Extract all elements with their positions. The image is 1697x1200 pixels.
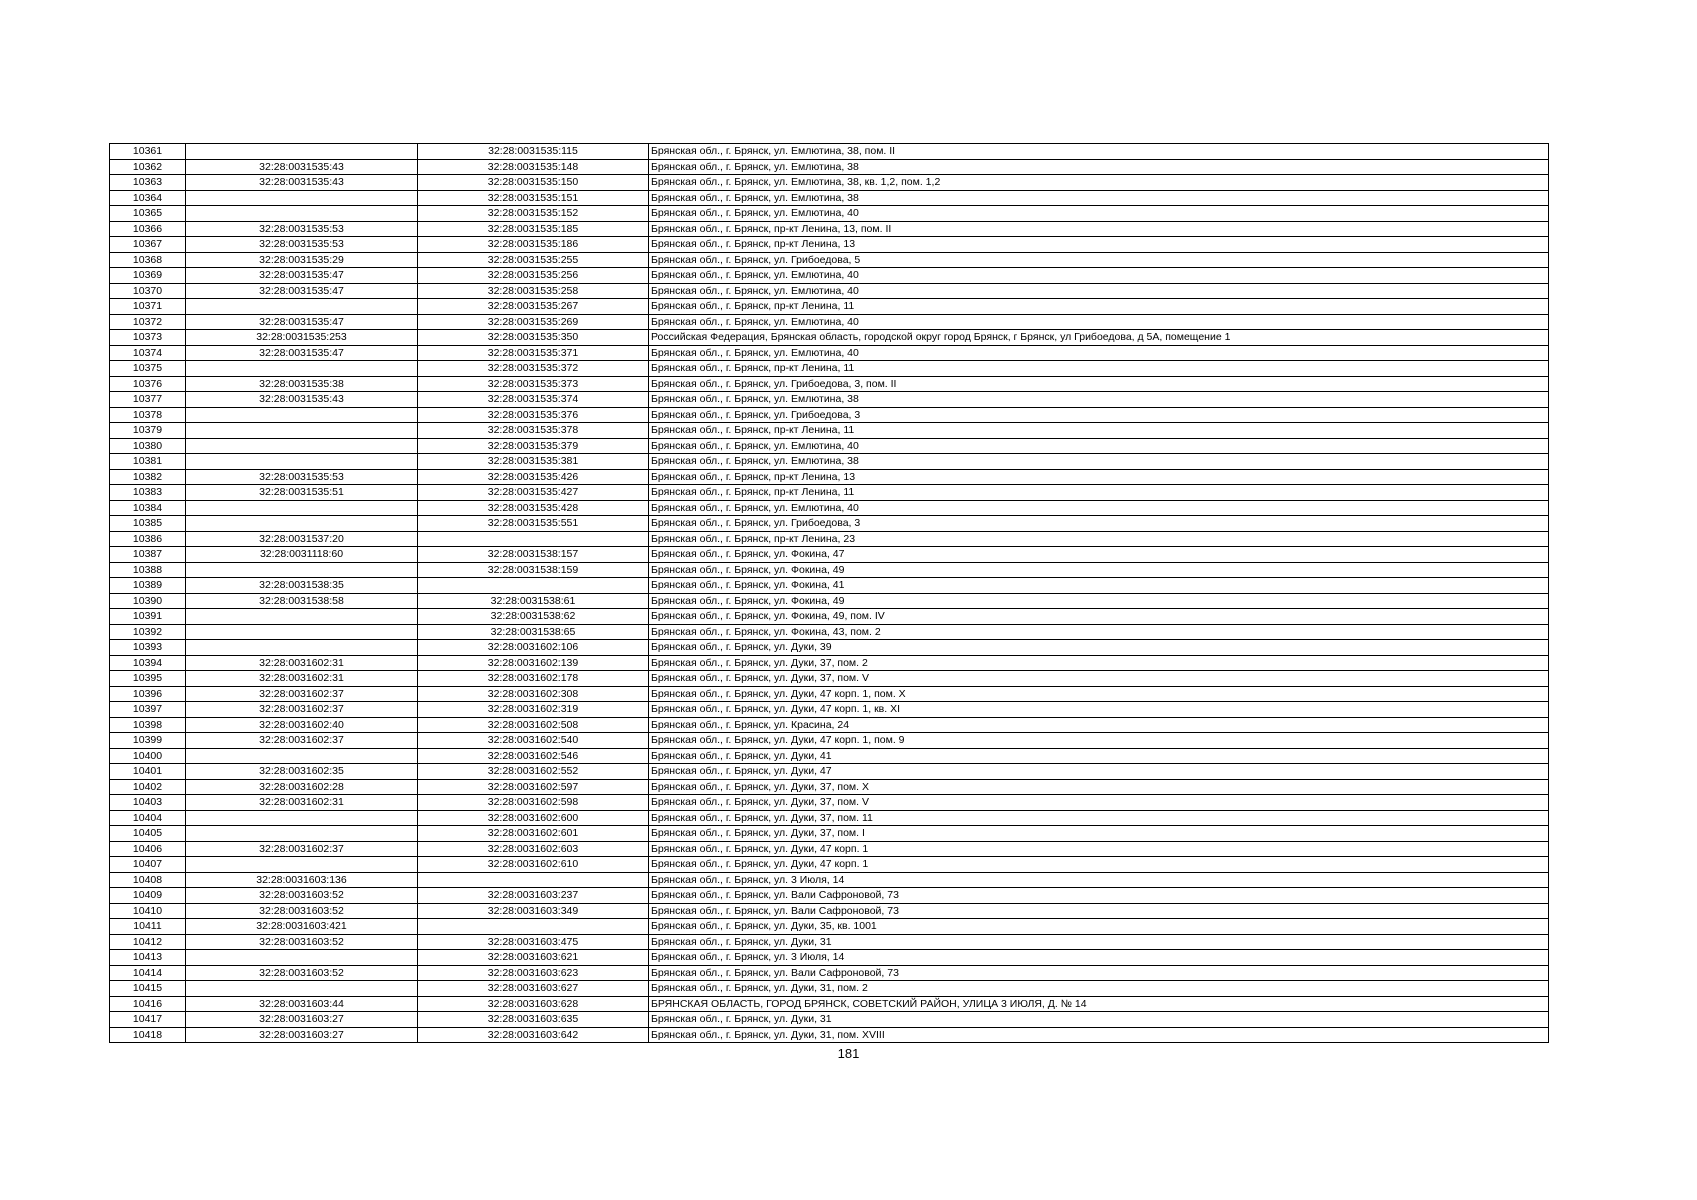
cadastral-number-cell: [418, 872, 649, 888]
address-cell: Брянская обл., г. Брянск, ул. Емлютина, 40: [649, 314, 1549, 330]
address-cell: Брянская обл., г. Брянск, ул. Дуки, 31, пом. XVIII: [649, 1027, 1549, 1043]
cadastral-number-cell: 32:28:0031602:610: [418, 857, 649, 873]
row-number-cell: 10367: [110, 237, 186, 253]
table-row: [110, 934, 1549, 950]
row-number-cell: 10363: [110, 175, 186, 191]
row-number-cell: 10417: [110, 1012, 186, 1028]
table-row: [110, 531, 1549, 547]
table-row: [110, 950, 1549, 966]
table-row: [110, 454, 1549, 470]
table-row: [110, 702, 1549, 718]
table-row: [110, 206, 1549, 222]
parent-cadastral-number-cell: 32:28:0031535:43: [186, 392, 418, 408]
table-row: [110, 190, 1549, 206]
table-row: [110, 438, 1549, 454]
row-number-cell: 10361: [110, 144, 186, 160]
cadastral-number-cell: 32:28:0031602:139: [418, 655, 649, 671]
address-cell: Российская Федерация, Брянская область, городской округ город Брянск, г Брянск, ул Грибоедова, д 5А, помещение 1: [649, 330, 1549, 346]
address-cell: Брянская обл., г. Брянск, ул. Емлютина, 40: [649, 206, 1549, 222]
row-number-cell: 10401: [110, 764, 186, 780]
parent-cadastral-number-cell: [186, 144, 418, 160]
row-number-cell: 10371: [110, 299, 186, 315]
row-number-cell: 10370: [110, 283, 186, 299]
table-row: [110, 516, 1549, 532]
table-row: [110, 919, 1549, 935]
address-cell: БРЯНСКАЯ ОБЛАСТЬ, ГОРОД БРЯНСК, СОВЕТСКИЙ РАЙОН, УЛИЦА 3 ИЮЛЯ, Д. № 14: [649, 996, 1549, 1012]
address-cell: Брянская обл., г. Брянск, ул. Дуки, 31: [649, 934, 1549, 950]
row-number-cell: 10413: [110, 950, 186, 966]
row-number-cell: 10384: [110, 500, 186, 516]
table-row: [110, 221, 1549, 237]
row-number-cell: 10382: [110, 469, 186, 485]
address-cell: Брянская обл., г. Брянск, ул. Емлютина, 38: [649, 159, 1549, 175]
cadastral-number-cell: 32:28:0031603:349: [418, 903, 649, 919]
row-number-cell: 10408: [110, 872, 186, 888]
row-number-cell: 10410: [110, 903, 186, 919]
row-number-cell: 10379: [110, 423, 186, 439]
parent-cadastral-number-cell: [186, 299, 418, 315]
cadastral-number-cell: 32:28:0031602:552: [418, 764, 649, 780]
address-cell: Брянская обл., г. Брянск, ул. Дуки, 35, кв. 1001: [649, 919, 1549, 935]
address-cell: Брянская обл., г. Брянск, ул. Емлютина, 38: [649, 190, 1549, 206]
address-cell: Брянская обл., г. Брянск, ул. Дуки, 47 корп. 1: [649, 841, 1549, 857]
cadastral-number-cell: 32:28:0031538:159: [418, 562, 649, 578]
address-cell: Брянская обл., г. Брянск, ул. Дуки, 37, пом. I: [649, 826, 1549, 842]
cadastral-number-cell: 32:28:0031602:546: [418, 748, 649, 764]
address-cell: Брянская обл., г. Брянск, ул. Вали Сафроновой, 73: [649, 888, 1549, 904]
parent-cadastral-number-cell: 32:28:0031535:53: [186, 237, 418, 253]
address-cell: Брянская обл., г. Брянск, ул. Дуки, 37, пом. V: [649, 671, 1549, 687]
parent-cadastral-number-cell: [186, 500, 418, 516]
address-cell: Брянская обл., г. Брянск, ул. Емлютина, 38: [649, 454, 1549, 470]
table-row: [110, 795, 1549, 811]
parent-cadastral-number-cell: 32:28:0031602:37: [186, 686, 418, 702]
table-row: [110, 733, 1549, 749]
parent-cadastral-number-cell: [186, 562, 418, 578]
address-cell: Брянская обл., г. Брянск, ул. Дуки, 37, пом. V: [649, 795, 1549, 811]
table-row: [110, 965, 1549, 981]
row-number-cell: 10403: [110, 795, 186, 811]
cadastral-number-cell: 32:28:0031602:319: [418, 702, 649, 718]
address-cell: Брянская обл., г. Брянск, ул. Дуки, 37, пом. 11: [649, 810, 1549, 826]
table-row: [110, 144, 1549, 160]
row-number-cell: 10386: [110, 531, 186, 547]
row-number-cell: 10383: [110, 485, 186, 501]
row-number-cell: 10387: [110, 547, 186, 563]
parent-cadastral-number-cell: 32:28:0031535:47: [186, 345, 418, 361]
parent-cadastral-number-cell: 32:28:0031602:35: [186, 764, 418, 780]
parent-cadastral-number-cell: [186, 950, 418, 966]
address-cell: Брянская обл., г. Брянск, пр-кт Ленина, 13: [649, 469, 1549, 485]
parent-cadastral-number-cell: [186, 423, 418, 439]
row-number-cell: 10394: [110, 655, 186, 671]
row-number-cell: 10404: [110, 810, 186, 826]
parent-cadastral-number-cell: 32:28:0031603:421: [186, 919, 418, 935]
table-row: [110, 361, 1549, 377]
row-number-cell: 10369: [110, 268, 186, 284]
cadastral-number-cell: [418, 919, 649, 935]
table-row: [110, 826, 1549, 842]
parent-cadastral-number-cell: 32:28:0031535:38: [186, 376, 418, 392]
parent-cadastral-number-cell: 32:28:0031603:52: [186, 903, 418, 919]
table-row: [110, 159, 1549, 175]
cadastral-number-cell: 32:28:0031535:350: [418, 330, 649, 346]
address-cell: Брянская обл., г. Брянск, ул. Дуки, 37, пом. X: [649, 779, 1549, 795]
parent-cadastral-number-cell: 32:28:0031538:58: [186, 593, 418, 609]
table-row: [110, 996, 1549, 1012]
parent-cadastral-number-cell: 32:28:0031602:31: [186, 655, 418, 671]
parent-cadastral-number-cell: [186, 748, 418, 764]
row-number-cell: 10380: [110, 438, 186, 454]
table-row: [110, 841, 1549, 857]
address-cell: Брянская обл., г. Брянск, пр-кт Ленина, 11: [649, 299, 1549, 315]
parent-cadastral-number-cell: 32:28:0031602:37: [186, 841, 418, 857]
address-cell: Брянская обл., г. Брянск, ул. Дуки, 31, пом. 2: [649, 981, 1549, 997]
cadastral-number-cell: 32:28:0031603:623: [418, 965, 649, 981]
parent-cadastral-number-cell: 32:28:0031537:20: [186, 531, 418, 547]
address-cell: Брянская обл., г. Брянск, ул. Грибоедова, 3, пом. II: [649, 376, 1549, 392]
cadastral-number-cell: 32:28:0031535:428: [418, 500, 649, 516]
cadastral-number-cell: 32:28:0031602:603: [418, 841, 649, 857]
table-row: [110, 903, 1549, 919]
row-number-cell: 10392: [110, 624, 186, 640]
parent-cadastral-number-cell: 32:28:0031602:37: [186, 702, 418, 718]
parent-cadastral-number-cell: [186, 609, 418, 625]
cadastral-number-cell: 32:28:0031535:255: [418, 252, 649, 268]
parent-cadastral-number-cell: 32:28:0031118:60: [186, 547, 418, 563]
address-cell: Брянская обл., г. Брянск, ул. Фокина, 43, пом. 2: [649, 624, 1549, 640]
table-row: [110, 764, 1549, 780]
cadastral-number-cell: 32:28:0031535:267: [418, 299, 649, 315]
row-number-cell: 10400: [110, 748, 186, 764]
table-row: [110, 779, 1549, 795]
parent-cadastral-number-cell: [186, 361, 418, 377]
cadastral-number-cell: 32:28:0031602:597: [418, 779, 649, 795]
cadastral-number-cell: 32:28:0031538:65: [418, 624, 649, 640]
cadastral-number-cell: 32:28:0031603:627: [418, 981, 649, 997]
cadastral-number-cell: 32:28:0031535:152: [418, 206, 649, 222]
row-number-cell: 10368: [110, 252, 186, 268]
address-cell: Брянская обл., г. Брянск, ул. Дуки, 37, пом. 2: [649, 655, 1549, 671]
parent-cadastral-number-cell: [186, 826, 418, 842]
parent-cadastral-number-cell: 32:28:0031535:47: [186, 314, 418, 330]
row-number-cell: 10411: [110, 919, 186, 935]
parent-cadastral-number-cell: 32:28:0031535:51: [186, 485, 418, 501]
table-row: [110, 748, 1549, 764]
row-number-cell: 10412: [110, 934, 186, 950]
row-number-cell: 10390: [110, 593, 186, 609]
row-number-cell: 10418: [110, 1027, 186, 1043]
address-cell: Брянская обл., г. Брянск, пр-кт Ленина, 13, пом. II: [649, 221, 1549, 237]
address-cell: Брянская обл., г. Брянск, ул. Фокина, 49: [649, 593, 1549, 609]
row-number-cell: 10409: [110, 888, 186, 904]
row-number-cell: 10364: [110, 190, 186, 206]
table-row: [110, 810, 1549, 826]
address-cell: Брянская обл., г. Брянск, пр-кт Ленина, 11: [649, 361, 1549, 377]
address-cell: Брянская обл., г. Брянск, ул. Дуки, 47 корп. 1, пом. 9: [649, 733, 1549, 749]
cadastral-number-cell: 32:28:0031603:237: [418, 888, 649, 904]
parent-cadastral-number-cell: 32:28:0031603:52: [186, 934, 418, 950]
parent-cadastral-number-cell: 32:28:0031602:37: [186, 733, 418, 749]
row-number-cell: 10414: [110, 965, 186, 981]
cadastral-number-cell: 32:28:0031602:601: [418, 826, 649, 842]
cadastral-number-cell: 32:28:0031538:157: [418, 547, 649, 563]
parent-cadastral-number-cell: 32:28:0031535:53: [186, 221, 418, 237]
row-number-cell: 10362: [110, 159, 186, 175]
row-number-cell: 10402: [110, 779, 186, 795]
row-number-cell: 10397: [110, 702, 186, 718]
table-row: [110, 423, 1549, 439]
parent-cadastral-number-cell: [186, 516, 418, 532]
table-row: [110, 547, 1549, 563]
address-cell: Брянская обл., г. Брянск, пр-кт Ленина, 13: [649, 237, 1549, 253]
cadastral-number-cell: 32:28:0031535:373: [418, 376, 649, 392]
cadastral-number-cell: 32:28:0031535:376: [418, 407, 649, 423]
parent-cadastral-number-cell: 32:28:0031603:27: [186, 1012, 418, 1028]
parent-cadastral-number-cell: 32:28:0031535:253: [186, 330, 418, 346]
parent-cadastral-number-cell: 32:28:0031603:27: [186, 1027, 418, 1043]
cadastral-number-cell: 32:28:0031602:540: [418, 733, 649, 749]
table-row: [110, 376, 1549, 392]
table-row: [110, 562, 1549, 578]
address-cell: Брянская обл., г. Брянск, ул. Емлютина, 40: [649, 345, 1549, 361]
address-cell: Брянская обл., г. Брянск, ул. Вали Сафроновой, 73: [649, 903, 1549, 919]
address-cell: Брянская обл., г. Брянск, ул. Красина, 24: [649, 717, 1549, 733]
address-cell: Брянская обл., г. Брянск, ул. Грибоедова, 3: [649, 407, 1549, 423]
parent-cadastral-number-cell: 32:28:0031538:35: [186, 578, 418, 594]
cadastral-number-cell: 32:28:0031538:61: [418, 593, 649, 609]
row-number-cell: 10405: [110, 826, 186, 842]
cadastral-number-cell: 32:28:0031535:372: [418, 361, 649, 377]
parent-cadastral-number-cell: 32:28:0031602:31: [186, 795, 418, 811]
address-cell: Брянская обл., г. Брянск, ул. Дуки, 39: [649, 640, 1549, 656]
parent-cadastral-number-cell: 32:28:0031602:40: [186, 717, 418, 733]
cadastral-number-cell: 32:28:0031535:379: [418, 438, 649, 454]
cadastral-number-cell: 32:28:0031535:371: [418, 345, 649, 361]
row-number-cell: 10385: [110, 516, 186, 532]
table-row: [110, 609, 1549, 625]
cadastral-number-cell: 32:28:0031602:598: [418, 795, 649, 811]
address-cell: Брянская обл., г. Брянск, ул. Емлютина, 38, кв. 1,2, пом. 1,2: [649, 175, 1549, 191]
parent-cadastral-number-cell: [186, 624, 418, 640]
address-cell: Брянская обл., г. Брянск, ул. 3 Июля, 14: [649, 872, 1549, 888]
cadastral-number-cell: [418, 578, 649, 594]
parent-cadastral-number-cell: 32:28:0031603:44: [186, 996, 418, 1012]
row-number-cell: 10391: [110, 609, 186, 625]
row-number-cell: 10388: [110, 562, 186, 578]
table-row: [110, 578, 1549, 594]
table-row: [110, 857, 1549, 873]
cadastral-number-cell: 32:28:0031602:178: [418, 671, 649, 687]
row-number-cell: 10366: [110, 221, 186, 237]
address-cell: Брянская обл., г. Брянск, ул. Дуки, 31: [649, 1012, 1549, 1028]
parent-cadastral-number-cell: [186, 407, 418, 423]
row-number-cell: 10365: [110, 206, 186, 222]
table-row: [110, 655, 1549, 671]
address-cell: Брянская обл., г. Брянск, ул. 3 Июля, 14: [649, 950, 1549, 966]
cadastral-number-cell: 32:28:0031535:115: [418, 144, 649, 160]
table-row: [110, 888, 1549, 904]
table-row: [110, 500, 1549, 516]
address-cell: Брянская обл., г. Брянск, ул. Фокина, 47: [649, 547, 1549, 563]
parent-cadastral-number-cell: [186, 438, 418, 454]
table-row: [110, 314, 1549, 330]
cadastral-number-cell: 32:28:0031535:148: [418, 159, 649, 175]
table-row: [110, 872, 1549, 888]
table-row: [110, 469, 1549, 485]
parent-cadastral-number-cell: [186, 810, 418, 826]
parent-cadastral-number-cell: 32:28:0031603:136: [186, 872, 418, 888]
cadastral-number-cell: 32:28:0031535:381: [418, 454, 649, 470]
table-row: [110, 252, 1549, 268]
cadastral-number-cell: 32:28:0031535:185: [418, 221, 649, 237]
table-row: [110, 981, 1549, 997]
address-cell: Брянская обл., г. Брянск, ул. Грибоедова, 3: [649, 516, 1549, 532]
parent-cadastral-number-cell: [186, 454, 418, 470]
registry-table: [109, 143, 1549, 1043]
address-cell: Брянская обл., г. Брянск, ул. Вали Сафроновой, 73: [649, 965, 1549, 981]
address-cell: Брянская обл., г. Брянск, пр-кт Ленина, 11: [649, 485, 1549, 501]
address-cell: Брянская обл., г. Брянск, ул. Емлютина, 40: [649, 283, 1549, 299]
row-number-cell: 10378: [110, 407, 186, 423]
parent-cadastral-number-cell: 32:28:0031535:29: [186, 252, 418, 268]
parent-cadastral-number-cell: [186, 640, 418, 656]
parent-cadastral-number-cell: 32:28:0031535:43: [186, 159, 418, 175]
row-number-cell: 10376: [110, 376, 186, 392]
parent-cadastral-number-cell: 32:28:0031603:52: [186, 965, 418, 981]
row-number-cell: 10415: [110, 981, 186, 997]
cadastral-number-cell: 32:28:0031602:508: [418, 717, 649, 733]
row-number-cell: 10406: [110, 841, 186, 857]
cadastral-number-cell: [418, 531, 649, 547]
cadastral-number-cell: 32:28:0031538:62: [418, 609, 649, 625]
table-row: [110, 392, 1549, 408]
row-number-cell: 10377: [110, 392, 186, 408]
row-number-cell: 10372: [110, 314, 186, 330]
table-row: [110, 686, 1549, 702]
table-row: [110, 268, 1549, 284]
row-number-cell: 10381: [110, 454, 186, 470]
row-number-cell: 10416: [110, 996, 186, 1012]
parent-cadastral-number-cell: [186, 857, 418, 873]
table-body: [110, 144, 1549, 1043]
address-cell: Брянская обл., г. Брянск, ул. Дуки, 47 корп. 1, кв. XI: [649, 702, 1549, 718]
row-number-cell: 10407: [110, 857, 186, 873]
table-row: [110, 283, 1549, 299]
table-row: [110, 237, 1549, 253]
address-cell: Брянская обл., г. Брянск, ул. Емлютина, 38, пом. II: [649, 144, 1549, 160]
row-number-cell: 10399: [110, 733, 186, 749]
cadastral-number-cell: 32:28:0031535:378: [418, 423, 649, 439]
table-row: [110, 345, 1549, 361]
address-cell: Брянская обл., г. Брянск, ул. Дуки, 47: [649, 764, 1549, 780]
address-cell: Брянская обл., г. Брянск, ул. Емлютина, 40: [649, 438, 1549, 454]
cadastral-number-cell: 32:28:0031535:374: [418, 392, 649, 408]
address-cell: Брянская обл., г. Брянск, ул. Фокина, 49, пом. IV: [649, 609, 1549, 625]
table-row: [110, 485, 1549, 501]
row-number-cell: 10395: [110, 671, 186, 687]
table-row: [110, 671, 1549, 687]
address-cell: Брянская обл., г. Брянск, ул. Емлютина, 40: [649, 268, 1549, 284]
row-number-cell: 10389: [110, 578, 186, 594]
parent-cadastral-number-cell: 32:28:0031535:47: [186, 268, 418, 284]
address-cell: Брянская обл., г. Брянск, ул. Емлютина, 40: [649, 500, 1549, 516]
row-number-cell: 10375: [110, 361, 186, 377]
address-cell: Брянская обл., г. Брянск, ул. Дуки, 47 корп. 1, пом. X: [649, 686, 1549, 702]
page-number: 181: [837, 1046, 860, 1061]
table-row: [110, 1012, 1549, 1028]
parent-cadastral-number-cell: 32:28:0031602:31: [186, 671, 418, 687]
row-number-cell: 10396: [110, 686, 186, 702]
table-row: [110, 593, 1549, 609]
cadastral-number-cell: 32:28:0031535:186: [418, 237, 649, 253]
parent-cadastral-number-cell: 32:28:0031535:53: [186, 469, 418, 485]
row-number-cell: 10374: [110, 345, 186, 361]
parent-cadastral-number-cell: 32:28:0031602:28: [186, 779, 418, 795]
cadastral-number-cell: 32:28:0031602:308: [418, 686, 649, 702]
address-cell: Брянская обл., г. Брянск, ул. Фокина, 41: [649, 578, 1549, 594]
cadastral-number-cell: 32:28:0031602:106: [418, 640, 649, 656]
cadastral-number-cell: 32:28:0031603:635: [418, 1012, 649, 1028]
table-row: [110, 624, 1549, 640]
table-row: [110, 175, 1549, 191]
parent-cadastral-number-cell: 32:28:0031535:43: [186, 175, 418, 191]
cadastral-number-cell: 32:28:0031535:256: [418, 268, 649, 284]
parent-cadastral-number-cell: [186, 981, 418, 997]
address-cell: Брянская обл., г. Брянск, ул. Емлютина, 38: [649, 392, 1549, 408]
address-cell: Брянская обл., г. Брянск, пр-кт Ленина, 11: [649, 423, 1549, 439]
cadastral-number-cell: 32:28:0031535:151: [418, 190, 649, 206]
address-cell: Брянская обл., г. Брянск, ул. Дуки, 41: [649, 748, 1549, 764]
cadastral-number-cell: 32:28:0031535:258: [418, 283, 649, 299]
parent-cadastral-number-cell: 32:28:0031603:52: [186, 888, 418, 904]
row-number-cell: 10373: [110, 330, 186, 346]
cadastral-number-cell: 32:28:0031535:551: [418, 516, 649, 532]
parent-cadastral-number-cell: [186, 206, 418, 222]
cadastral-number-cell: 32:28:0031603:628: [418, 996, 649, 1012]
cadastral-number-cell: 32:28:0031603:642: [418, 1027, 649, 1043]
address-cell: Брянская обл., г. Брянск, пр-кт Ленина, 23: [649, 531, 1549, 547]
table-row: [110, 640, 1549, 656]
cadastral-number-cell: 32:28:0031535:150: [418, 175, 649, 191]
cadastral-number-cell: 32:28:0031603:475: [418, 934, 649, 950]
address-cell: Брянская обл., г. Брянск, ул. Грибоедова, 5: [649, 252, 1549, 268]
parent-cadastral-number-cell: 32:28:0031535:47: [186, 283, 418, 299]
table-row: [110, 330, 1549, 346]
cadastral-number-cell: 32:28:0031603:621: [418, 950, 649, 966]
table-row: [110, 1027, 1549, 1043]
parent-cadastral-number-cell: [186, 190, 418, 206]
row-number-cell: 10398: [110, 717, 186, 733]
cadastral-number-cell: 32:28:0031535:426: [418, 469, 649, 485]
cadastral-number-cell: 32:28:0031535:427: [418, 485, 649, 501]
address-cell: Брянская обл., г. Брянск, ул. Фокина, 49: [649, 562, 1549, 578]
address-cell: Брянская обл., г. Брянск, ул. Дуки, 47 корп. 1: [649, 857, 1549, 873]
cadastral-number-cell: 32:28:0031535:269: [418, 314, 649, 330]
row-number-cell: 10393: [110, 640, 186, 656]
table-row: [110, 717, 1549, 733]
cadastral-number-cell: 32:28:0031602:600: [418, 810, 649, 826]
table-row: [110, 299, 1549, 315]
table-row: [110, 407, 1549, 423]
